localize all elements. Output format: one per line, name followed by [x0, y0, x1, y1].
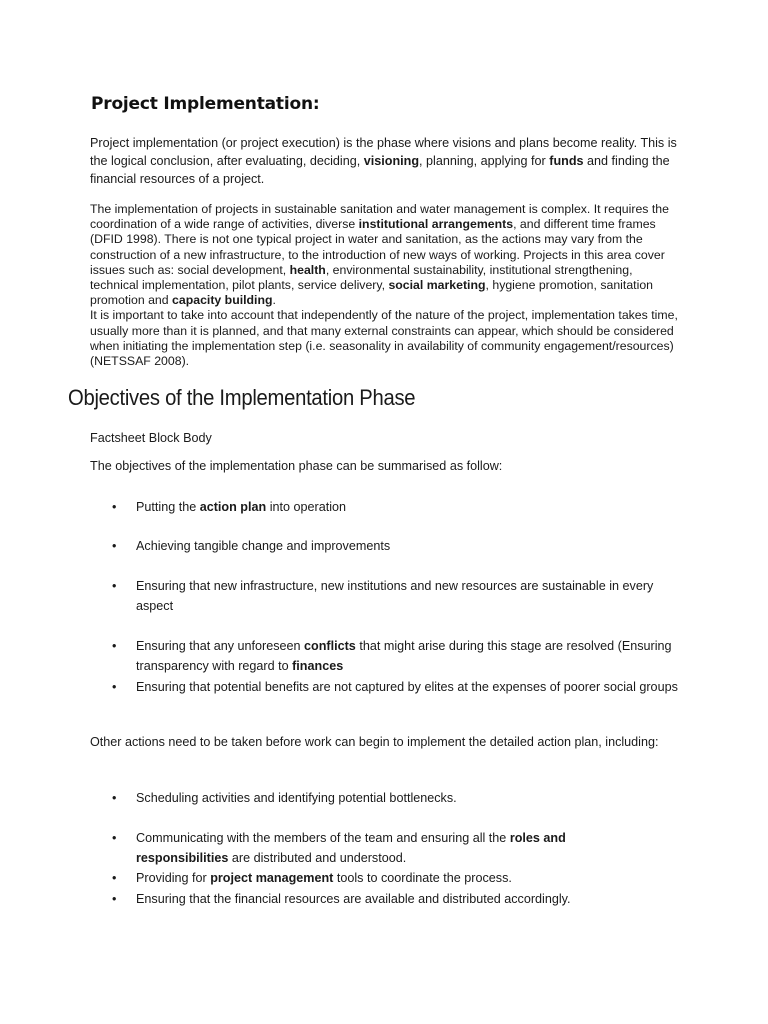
text: Ensuring that potential benefits are not captured by elites at the expenses of poorer social groups [136, 680, 678, 694]
text: tools to coordinate the process. [333, 871, 512, 885]
text: that might arise during this stage are resolved (Ensuring transparency with regard to [136, 639, 672, 673]
text: The implementation of projects in sustainable sanitation and water management is complex. It requires the coordination of a wide range of activities, diverse [90, 202, 669, 232]
text: Ensuring that the financial resources are available and distributed accordingly. [136, 892, 571, 906]
text: Communicating with the members of the team and ensuring all the [136, 831, 510, 845]
bold-term: institutional arrangements [358, 217, 514, 232]
bold-term: health [289, 262, 326, 277]
bold-term: project management [210, 871, 334, 885]
text: Project implementation (or project execution) is the phase where visions and plans become reality. This is the logical conclusion, after evaluating, deciding, [90, 136, 677, 168]
text: , planning, applying for [419, 154, 550, 168]
bold-term: finances [292, 659, 344, 673]
bullet-icon: • [112, 871, 117, 885]
bold-term: funds [549, 154, 584, 168]
bullet-icon: • [112, 539, 117, 553]
bold-term: conflicts [304, 639, 356, 653]
text: , hygiene promotion, sanitation promotion and [90, 278, 653, 308]
bullet-icon: • [112, 892, 117, 906]
bullet-icon: • [112, 639, 117, 653]
objectives-intro: The objectives of the implementation phase can be summarised as follow: [90, 459, 503, 473]
bullet-icon: • [112, 791, 117, 805]
bullet-icon: • [112, 831, 117, 845]
heading-project-implementation: Project Implementation: [91, 94, 320, 114]
text: Scheduling activities and identifying potential bottlenecks. [136, 791, 457, 805]
text: , and different time frames (DFID 1998). There is not one typical project in water and sanitation, as the actions may vary from the construction of a new infrastructure, to the introduction of new ways of working. Projects in this area cover issues such as: social development, [90, 217, 665, 277]
bold-term: social marketing [388, 278, 486, 293]
text: Providing for [136, 871, 211, 885]
bullet-icon: • [112, 500, 117, 514]
paragraph-complexity [90, 202, 678, 369]
factsheet-subtitle: Factsheet Block Body [90, 431, 212, 445]
bullet-icon: • [112, 579, 117, 593]
bold-term: action plan [199, 500, 267, 514]
heading-objectives: Objectives of the Implementation Phase [68, 385, 416, 410]
text: Putting the [136, 500, 200, 514]
bold-term: roles and responsibilities [136, 831, 566, 865]
text: , environmental sustainability, institutional strengthening, technical implementation, pilot plants, service delivery, [90, 262, 633, 293]
bold-term: visioning [363, 154, 420, 168]
text: are distributed and understood. [228, 851, 407, 865]
text: and finding the financial resources of a project. [90, 154, 670, 186]
paragraph-definition [90, 134, 682, 188]
text: Achieving tangible change and improvements [136, 539, 391, 553]
text: Ensuring that new infrastructure, new institutions and new resources are sustainable in every aspect [136, 579, 654, 613]
bold-term: capacity building [172, 293, 273, 308]
bullet-icon: • [112, 680, 117, 694]
text: Ensuring that any unforeseen [136, 639, 305, 653]
text: It is important to take into account that independently of the nature of the project, implementation takes time, usually more than it is planned, and that many external constraints can appear, which should be considered when initiating the implementation step (i.e. seasonality in availability of community engagement/resources) (NETSSAF 2008). [90, 308, 678, 369]
other-actions-intro: Other actions need to be taken before work can begin to implement the detailed action plan, including: [90, 735, 659, 749]
text: into operation [266, 500, 347, 514]
text: . [272, 293, 276, 308]
